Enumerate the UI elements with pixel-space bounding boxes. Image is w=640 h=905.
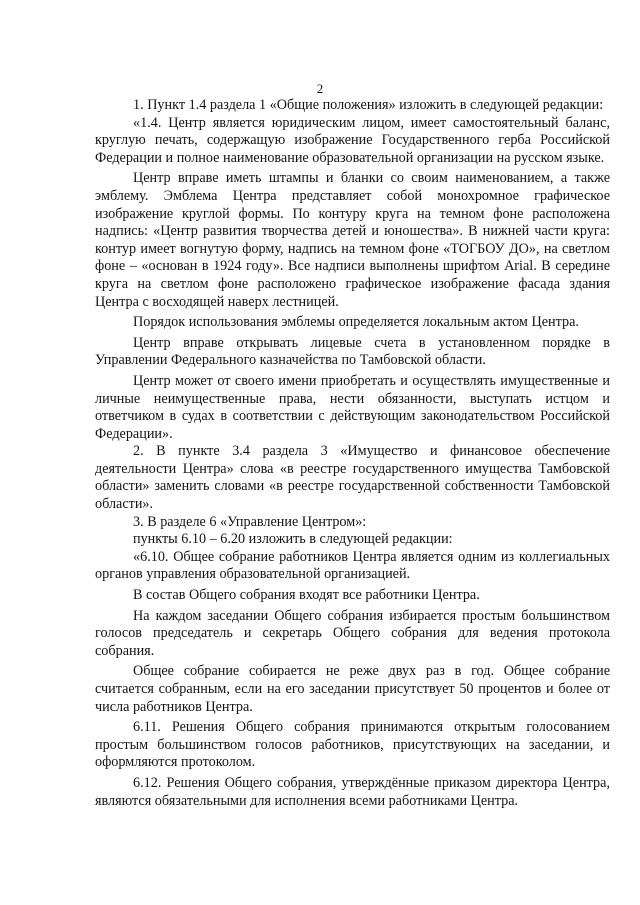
- paragraph-6-11: 6.11. Решения Общего собрания принимаются открытым голосованием простым большинством голосов работников, присутствующих на заседании, и оформляются протоколом.: [95, 719, 610, 771]
- paragraph-assembly-chair: На каждом заседании Общего собрания избирается простым большинством голосов председатель и секретарь Общего собрания для ведения протокола собрания.: [95, 607, 610, 659]
- paragraph-items-6-10-6-20: пункты 6.10 – 6.20 изложить в следующей редакции:: [133, 531, 453, 548]
- paragraph-item-3-heading: 3. В разделе 6 «Управление Центром»:: [133, 513, 367, 530]
- paragraph-emblem-usage: Порядок использования эмблемы определяется локальным актом Центра.: [133, 314, 579, 331]
- page-number: 2: [316, 81, 324, 96]
- paragraph-6-12: 6.12. Решения Общего собрания, утверждённые приказом директора Центра, являются обязательными для исполнения всеми работниками Центра.: [95, 774, 610, 809]
- paragraph-emblem-description: Центр вправе иметь штампы и бланки со своим наименованием, а также эмблему. Эмблема Центра представляет собой монохромное графическое изображение круглой формы. По контуру круга на темном фоне расположена надпись: «Центр развития творчества детей и юношества». В нижней части круга: контур имеет вогнутую форму, надпись на темном фоне «ТОГБОУ ДО», на светлом фоне – «основан в 1924 году». Все надписи выполнены шрифтом Arial. В середине круга на светлом фоне расположено графическое изображение фасада здания Центра с восходящей наверх лестницей.: [95, 170, 610, 310]
- document-body: [95, 97, 610, 810]
- paragraph-6-10: «6.10. Общее собрание работников Центра является одним из коллегиальных органов управления образовательной организацией.: [95, 548, 610, 583]
- paragraph-assembly-members: В состав Общего собрания входят все работники Центра.: [133, 587, 480, 604]
- paragraph-item-1-heading: 1. Пункт 1.4 раздела 1 «Общие положения» изложить в следующей редакции:: [133, 97, 604, 113]
- paragraph-assembly-frequency: Общее собрание собирается не реже двух раз в год. Общее собрание считается собранным, если на его заседании присутствует 50 процентов и более от числа работников Центра.: [95, 663, 610, 715]
- paragraph-rights: Центр может от своего имени приобретать и осуществлять имущественные и личные неимущественные права, нести обязанности, выступать истцом и ответчиком в судах в соответствии с действующим законодательством Российской Федерации».: [95, 372, 610, 442]
- paragraph-item-1-4-text: «1.4. Центр является юридическим лицом, имеет самостоятельный баланс, круглую печать, содержащую изображение Государственного герба Российской Федерации и полное наименование образовательной организации на русском языке.: [95, 114, 610, 166]
- paragraph-accounts: Центр вправе открывать лицевые счета в установленном порядке в Управлении Федерального казначейства по Тамбовской области.: [95, 334, 610, 369]
- paragraph-item-2: 2. В пункте 3.4 раздела 3 «Имущество и финансовое обеспечение деятельности Центра» слова «в реестре государственного имущества Тамбовской области» заменить словами «в реестре государственной собственности Тамбовской области».: [95, 443, 610, 513]
